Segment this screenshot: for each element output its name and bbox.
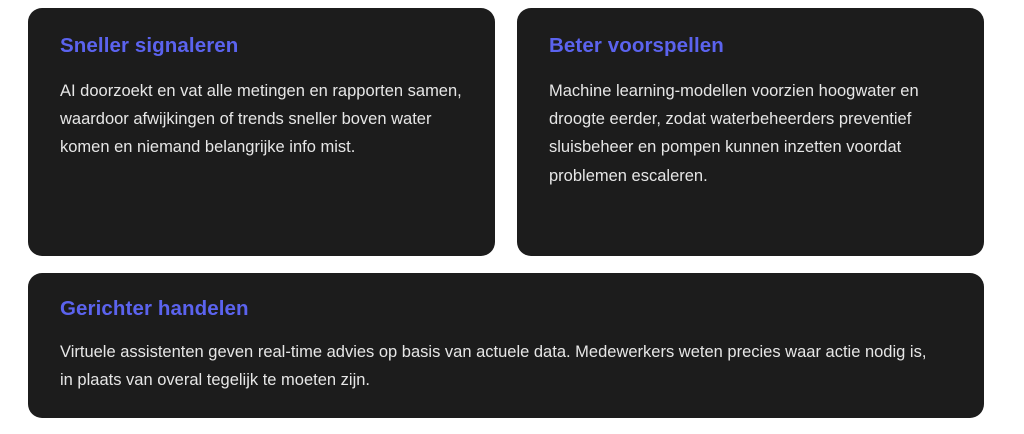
card-beter-voorspellen <box>517 8 984 256</box>
card-sneller-signaleren <box>28 8 495 256</box>
card-title: Gerichter handelen <box>60 297 249 320</box>
card-body-text: Machine learning-modellen voorzien hoogwater en droogte eerder, zodat waterbeheerders preventief sluisbeheer en pompen kunnen inzetten voordat problemen escaleren. <box>549 81 919 185</box>
card-body-text: AI doorzoekt en vat alle metingen en rapporten samen, waardoor afwijkingen of trends sneller boven water komen en niemand belangrijke info mist. <box>60 81 462 157</box>
card-title: Sneller signaleren <box>60 34 239 57</box>
card-row-top <box>28 8 984 256</box>
card-body-text: Virtuele assistenten geven real-time advies op basis van actuele data. Medewerkers weten precies waar actie nodig is, in plaats van overal tegelijk te moeten zijn. <box>60 342 927 389</box>
card-gerichter-handelen <box>28 273 984 418</box>
card-title: Beter voorspellen <box>549 34 724 57</box>
